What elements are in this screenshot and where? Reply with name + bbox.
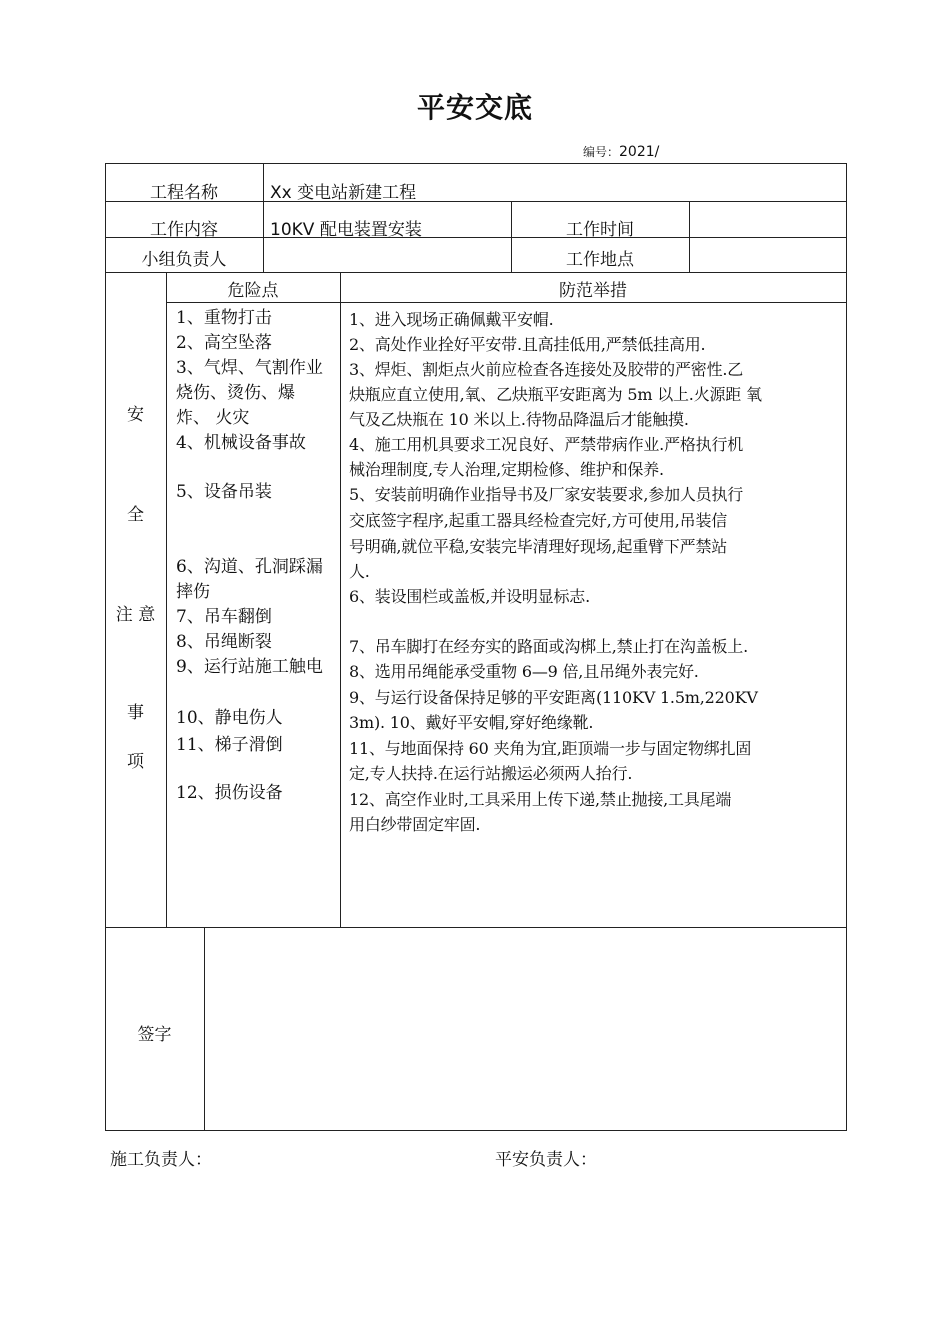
safety-side-char-2: 全 bbox=[127, 505, 144, 525]
hazard-item-8: 8、吊绳断裂 bbox=[176, 632, 272, 652]
hazard-item-6-cont: 摔伤 bbox=[176, 582, 210, 602]
work-time-value[interactable] bbox=[689, 203, 846, 236]
work-location-label: 工作地点 bbox=[566, 250, 634, 270]
measure-line-4: 炔瓶应直立使用,氧、乙炔瓶平安距离为 5m 以上.火源距 氧 bbox=[349, 385, 762, 404]
hazard-item-5: 5、设备吊装 bbox=[176, 482, 272, 502]
hazard-item-1: 1、重物打击 bbox=[176, 308, 272, 328]
signature-area[interactable] bbox=[206, 929, 845, 1129]
measure-line-19: 12、高空作业时,工具采用上传下递,禁止抛接,工具尾端 bbox=[349, 790, 732, 809]
hazard-item-9: 9、运行站施工触电 bbox=[176, 657, 323, 677]
project-name-label: 工程名称 bbox=[150, 183, 218, 203]
measure-line-16: 3m). 10、戴好平安帽,穿好绝缘靴. bbox=[349, 713, 594, 732]
work-content-value: 10KV 配电装置安装 bbox=[270, 220, 422, 240]
measure-line-10: 号明确,就位平稳,安装完毕清理好现场,起重臂下严禁站 bbox=[349, 537, 728, 556]
hazard-item-12: 12、损伤设备 bbox=[176, 783, 283, 803]
safety-side-char-1: 安 bbox=[127, 405, 144, 425]
hazard-item-6: 6、沟道、孔洞踩漏 bbox=[176, 557, 323, 577]
measure-line-15: 9、与运行设备保持足够的平安距离(110KV 1.5m,220KV bbox=[349, 688, 758, 707]
measure-line-13: 7、吊车脚打在经夯实的路面或沟梆上,禁止打在沟盖板上. bbox=[349, 637, 748, 656]
hazard-item-3-cont2: 炸、 火灾 bbox=[176, 408, 250, 428]
measure-line-3: 3、焊炬、割炬点火前应检查各连接处及胶带的严密性.乙 bbox=[349, 360, 744, 379]
team-leader-label: 小组负责人 bbox=[141, 250, 227, 270]
document-number-label: 编号： bbox=[583, 145, 620, 159]
measure-line-12: 6、装设围栏或盖板,并设明显标志. bbox=[349, 587, 590, 606]
measure-line-9: 交底签字程序,起重工器具经检查完好,方可使用,吊装信 bbox=[349, 511, 728, 530]
measure-line-14: 8、选用吊绳能承受重物 6—9 倍,且吊绳外表完好. bbox=[349, 662, 699, 681]
document-title: 平安交底 bbox=[416, 91, 533, 124]
hazard-item-7: 7、吊车翻倒 bbox=[176, 607, 272, 627]
measure-line-7: 械治理制度,专人治理,定期检修、维护和保养. bbox=[349, 460, 664, 479]
document-number-value: 2021/ bbox=[619, 144, 660, 160]
measure-line-20: 用白纱带固定牢固. bbox=[349, 815, 481, 834]
measure-line-11: 人. bbox=[349, 562, 370, 581]
measure-line-8: 5、安装前明确作业指导书及厂家安装要求,参加人员执行 bbox=[349, 485, 744, 504]
hazard-item-3: 3、气焊、气割作业 bbox=[176, 358, 323, 378]
project-name-value: Xx 变电站新建工程 bbox=[270, 183, 417, 203]
hazard-item-10: 10、静电伤人 bbox=[176, 708, 283, 728]
hazard-item-4: 4、机械设备事故 bbox=[176, 433, 306, 453]
hazard-item-2: 2、高空坠落 bbox=[176, 333, 272, 353]
measure-line-18: 定,专人扶持.在运行站搬运必须两人抬行. bbox=[349, 764, 633, 783]
team-leader-value[interactable] bbox=[263, 238, 511, 271]
work-time-label: 工作时间 bbox=[566, 220, 634, 240]
construction-leader-label: 施工负责人： bbox=[110, 1150, 212, 1170]
safety-side-char-5: 项 bbox=[127, 752, 144, 772]
work-content-label: 工作内容 bbox=[150, 220, 218, 240]
hazard-item-3-cont: 烧伤、烫伤、爆 bbox=[176, 383, 295, 403]
safety-side-char-4: 事 bbox=[127, 703, 144, 723]
safety-leader-label: 平安负责人： bbox=[495, 1150, 597, 1170]
measure-line-6: 4、施工用机具要求工况良好、严禁带病作业.严格执行机 bbox=[349, 435, 744, 454]
document-number bbox=[583, 143, 659, 160]
measure-line-17: 11、与地面保持 60 夹角为宜,距顶端一步与固定物绑扎固 bbox=[349, 739, 752, 758]
work-location-value[interactable] bbox=[689, 238, 846, 271]
measure-line-2: 2、高处作业拴好平安带.且高挂低用,严禁低挂高用. bbox=[349, 335, 706, 354]
hazard-item-11: 11、梯子滑倒 bbox=[176, 735, 283, 755]
signature-label: 签字 bbox=[137, 1025, 172, 1045]
safety-side-char-3: 注 意 bbox=[115, 605, 156, 625]
hazards-header: 危险点 bbox=[227, 281, 279, 301]
measure-line-1: 1、进入现场正确佩戴平安帽. bbox=[349, 310, 554, 329]
measures-header: 防范举措 bbox=[559, 281, 627, 301]
measure-line-5: 气及乙炔瓶在 10 米以上.待物品降温后才能触摸. bbox=[349, 410, 689, 429]
